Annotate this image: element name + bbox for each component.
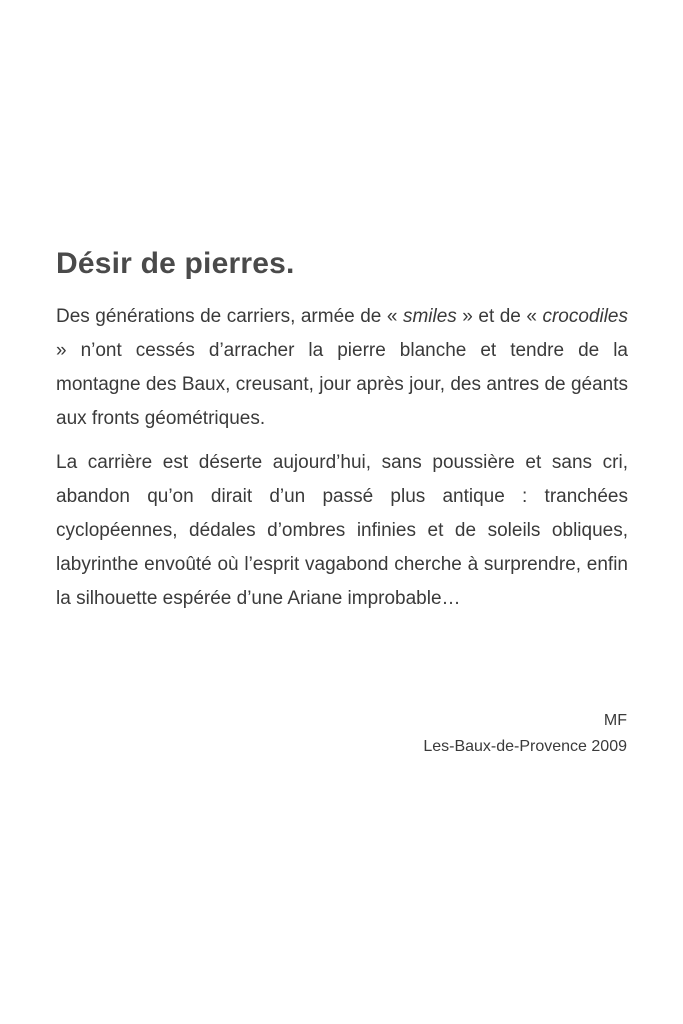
italic-smiles: smiles [402,306,457,327]
paragraph-1-part-2: » et de « [456,306,543,327]
paragraph-1 [56,300,628,436]
signature-initials: MF [603,712,627,729]
paragraph-2: La carrière est déserte aujourd’hui, sans poussière et sans cri, abandon qu’on dirait d’un passé plus antique : tranchées cyclopéennes, dédales d’ombres infinies et de soleils obliques, labyrinthe envoûté où l’esprit vagabond cherche à surprendre, enfin la silhouette espérée d’une Ariane improbable… [56,452,628,609]
signature-place-date: Les-Baux-de-Provence 2009 [423,738,627,755]
text-body [56,240,628,616]
paragraph-1-part-1: Des générations de carriers, armée de « [56,306,403,327]
italic-crocodiles: crocodiles [542,306,628,327]
signature-block [423,708,627,760]
page-title: Désir de pierres. [56,247,295,280]
paragraph-1-part-3: » n’ont cessés d’arracher la pierre blanche et tendre de la montagne des Baux, creusant, jour après jour, des antres de géants aux fronts géométriques. [56,340,628,429]
